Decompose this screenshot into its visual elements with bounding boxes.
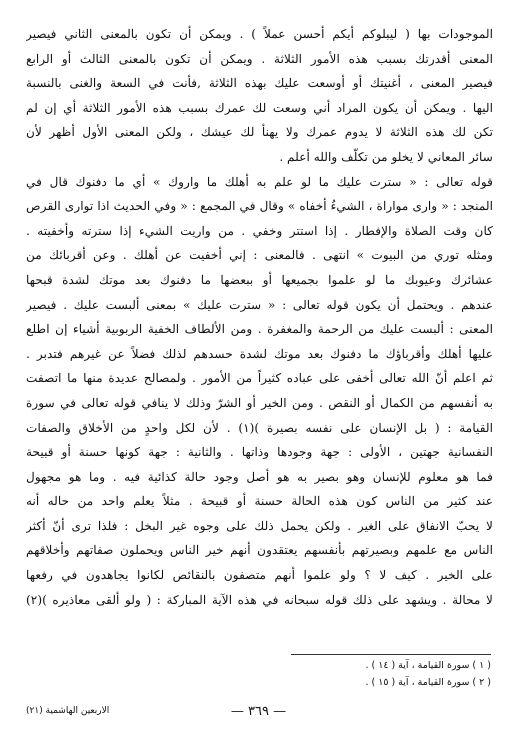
text-line: عند كثير من الناس كون هذه الحالة حسنة أو قبيحة . مثلاً يعلم واحد من حاله أنه [26,494,493,509]
main-text [26,22,493,612]
text-line: سائر المعاني لا يخلو من تكلّف والله أعلم . [279,149,493,164]
text-line: لا محالة . ويشهد على ذلك قوله سبحانه في هذه الآية المباركة : ( ولو ألقى معاذيره )(٢) [26,592,493,607]
text-line: كان وقت الصلاة والإفطار . إذا استتر وخفي . من واريت الشيء إذا سترته وأخفيته . [26,223,493,238]
text-line: الناس مع علمهم وبصيرتهم بأنفسهم يعتقدون أنهم خير الناس ويحملون صفاتهم وأخلاقهم [26,543,493,558]
text-line: لا يحبّ الانفاق على الغير . ولكن يحمل ذلك على وجوه غير البخل : فلذا ترى أنّ أكثر [26,518,493,533]
footnote: ( ٢ ) سورة القيامة ، آية ( ١٥ ) . [365,677,491,688]
text-line: قوله تعالى : « سترت عليك ما لو علم به أهلك ما واروك » أي ما دفنوك قال في [26,174,493,189]
text-line: النفسانية جهتين ، الأولى : جهة وجودها وذاتها . والثانية : جهة كونها حسنة أو قبيحة [26,445,493,460]
text-line: ومثله توري من البيوت » انتهى . فالمعنى : إني أخفيت عن أهلك . وعن أقربائك من [26,248,493,263]
text-line: المنجد : « وارى مواراة ، الشيءُ أخفاه » وقال في المجمع : « وفي الحديث اذا توارى القرص [26,199,493,214]
running-footer: الاربعين الهاشمية (٢١) [26,706,110,716]
footnote: ( ١ ) سورة القيامة ، آية ( ١٤ ) . [365,660,491,671]
text-line: فيصير المعنى ، أغنيتك أو أوسعت عليك بهذه الثلاثة ,فأنت في السعة والغنى بالنسبة [26,76,493,91]
text-line: به أنفسهم من الكمال أو النقص . ومن الخير أو الشرّ وذلك لا ينافي قوله تعالى في سورة [26,395,493,410]
text-line: عليها أهلك وأقرباؤك ما دفنوك بعد موتك لشدة حسدهم لذلك فضلاً عن غيرهم فتدبر . [26,346,493,361]
text-line: اليها . ويمكن أن يكون المراد أني وسعت لك عمرك بسبب هذه الأمور الثلاثة أي إن لم [26,100,493,115]
text-line: تكن لك هذه الثلاثة لا يدوم عمرك ولا يهنأ لك عيشك ، ولكن المعنى الأول أظهر لأن [26,125,493,140]
footnotes [191,657,491,691]
text-line: عشائرك وعيوبك ما لو علموا بجميعها أو ببعضها ما دفنوك بعد موتك لشدة قبحها [26,272,493,287]
text-line: فما هو معلوم للإنسان وهو بصير به هو أصل وجود حالة كذائية فيه . وما هو مجهول [26,469,493,484]
text-line: القيامة : ( بل الإنسان على نفسه بصيرة )(١) . لأن لكل واحدٍ من الأخلاق والصفات [26,420,493,435]
text-line: على الخير . كيف لا ؟ ولو علموا أنهم متصفون بالنقائص لكانوا يجاهدون في رفعها [26,568,493,583]
text-line: ثم اعلم أنّ الله تعالى أخفى على عباده كثيراً من الأمور . ولمصالح عديدة منها ما اتصفت [26,371,493,386]
page-number: — ٣٦٩ — [230,704,287,719]
text-line: الموجودات بها ( ليبلوكم أيكم أحسن عملاً ) . ويمكن أن تكون بالمعنى الثاني فيصير [26,27,493,41]
footnote-divider [291,654,491,655]
text-line: عندهم . ويحتمل أن يكون قوله تعالى : « سترت عليك » بمعنى ألبست عليك . فيصير [26,297,493,312]
text-line: المعنى أقدرتك بسبب هذه الأمور الثلاثة . ويمكن أن تكون بالمعنى الثالث أو الرابع [26,51,493,66]
text-line: المعنى : ألبست عليك من الرحمة والمغفرة . ومن الألطاف الخفية الربوبية أشياء إن اطلع [26,322,493,337]
